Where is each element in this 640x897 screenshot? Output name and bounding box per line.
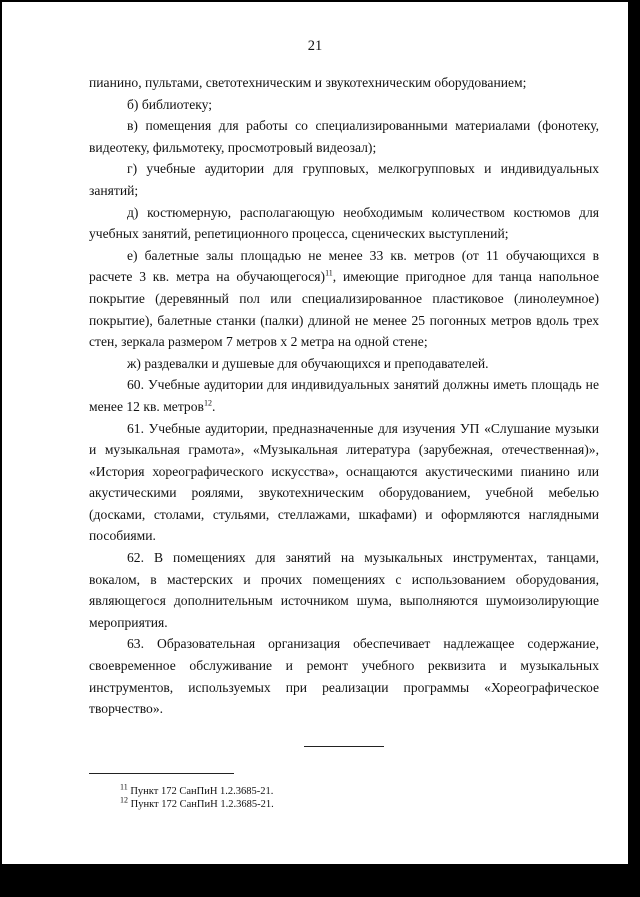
paragraph bbox=[89, 418, 599, 548]
paragraph-text: г) учебные аудитории для групповых, мелкогрупповых и индивидуальных занятий; bbox=[89, 161, 599, 198]
body-text bbox=[89, 72, 599, 720]
paragraph-text: б) библиотеку; bbox=[127, 96, 213, 112]
paragraph-text: д) костюмерную, располагающую необходимым количеством костюмов для учебных занятий, репетиционного процесса, сценических выступлений; bbox=[89, 204, 599, 242]
paragraph bbox=[89, 72, 599, 94]
paragraph bbox=[89, 158, 599, 201]
footnote-ref: 11 bbox=[325, 268, 333, 278]
paragraph-text: 62. В помещениях для занятий на музыкальных инструментах, танцами, вокалом, в мастерских и прочих помещениях с использованием оборудования, являющегося дополнительным источником шума, выполняются шумоизолирующие мероприятия. bbox=[89, 550, 599, 630]
paragraph bbox=[89, 353, 599, 375]
page-number: 21 bbox=[307, 38, 323, 54]
paragraph-text: 60. Учебные аудитории для индивидуальных занятий должны иметь площадь не менее 12 кв. метров bbox=[89, 377, 599, 414]
paragraph-text: в) помещения для работы со специализированными материалами (фонотеку, видеотеку, фильмотеку, просмотровый видеозал); bbox=[89, 118, 599, 155]
paragraph bbox=[89, 547, 599, 633]
footnote-text: Пункт 172 СанПиН 1.2.3685-21. bbox=[127, 786, 274, 797]
footnote bbox=[120, 782, 274, 798]
paragraph-text: 63. Образовательная организация обеспечивает надлежащее содержание, своевременное обслуживание и ремонт учебного реквизита и музыкальных инструментов, используемых при реализации программы «Хореографическое творчество». bbox=[89, 636, 599, 717]
paragraph bbox=[89, 374, 599, 417]
paragraph-text: . bbox=[211, 398, 216, 414]
paragraph bbox=[89, 202, 599, 245]
paragraph-text: ж) раздевалки и душевые для обучающихся и преподавателей. bbox=[127, 355, 489, 371]
paragraph-text: , имеющие пригодное для танца напольное покрытие (деревянный пол или специализированное пластиковое (линолеумное) покрытие), балетные станки (палки) длиной не менее 25 погонных метров вдоль трех стен, зеркала размером 7 метров х 2 метра на одной стене; bbox=[89, 269, 599, 350]
footnote-number: 11 bbox=[120, 782, 128, 792]
footnote-number: 12 bbox=[120, 795, 128, 805]
paragraph-text: 61. Учебные аудитории, предназначенные для изучения УП «Слушание музыки и музыкальная грамота», «Музыкальная литература (зарубежная, отечественная)», «История хореографического искусства», оснащаются акустическими пианино или акустическими роялями, звукотехническим оборудованием, учебной мебелью (досками, столами, стульями, стеллажами, шкафами) и оформляются наглядными пособиями. bbox=[89, 420, 599, 544]
footnote-divider bbox=[89, 773, 234, 774]
footnote bbox=[120, 795, 274, 811]
paragraph-text: е) балетные залы площадью не менее 33 кв. метров (от 11 обучающихся в расчете 3 кв. метра на обучающегося) bbox=[89, 247, 599, 285]
paragraph bbox=[89, 633, 599, 719]
footnotes bbox=[120, 782, 274, 811]
paragraph-text: пианино, пультами, светотехническим и звукотехническим оборудованием; bbox=[89, 75, 527, 90]
footnote-text: Пункт 172 СанПиН 1.2.3685-21. bbox=[128, 799, 274, 810]
paragraph bbox=[89, 115, 599, 158]
footnote-ref: 12 bbox=[203, 398, 212, 408]
separator-line bbox=[304, 746, 384, 747]
document-page bbox=[2, 2, 628, 864]
paragraph bbox=[89, 94, 599, 116]
paragraph bbox=[89, 245, 599, 353]
